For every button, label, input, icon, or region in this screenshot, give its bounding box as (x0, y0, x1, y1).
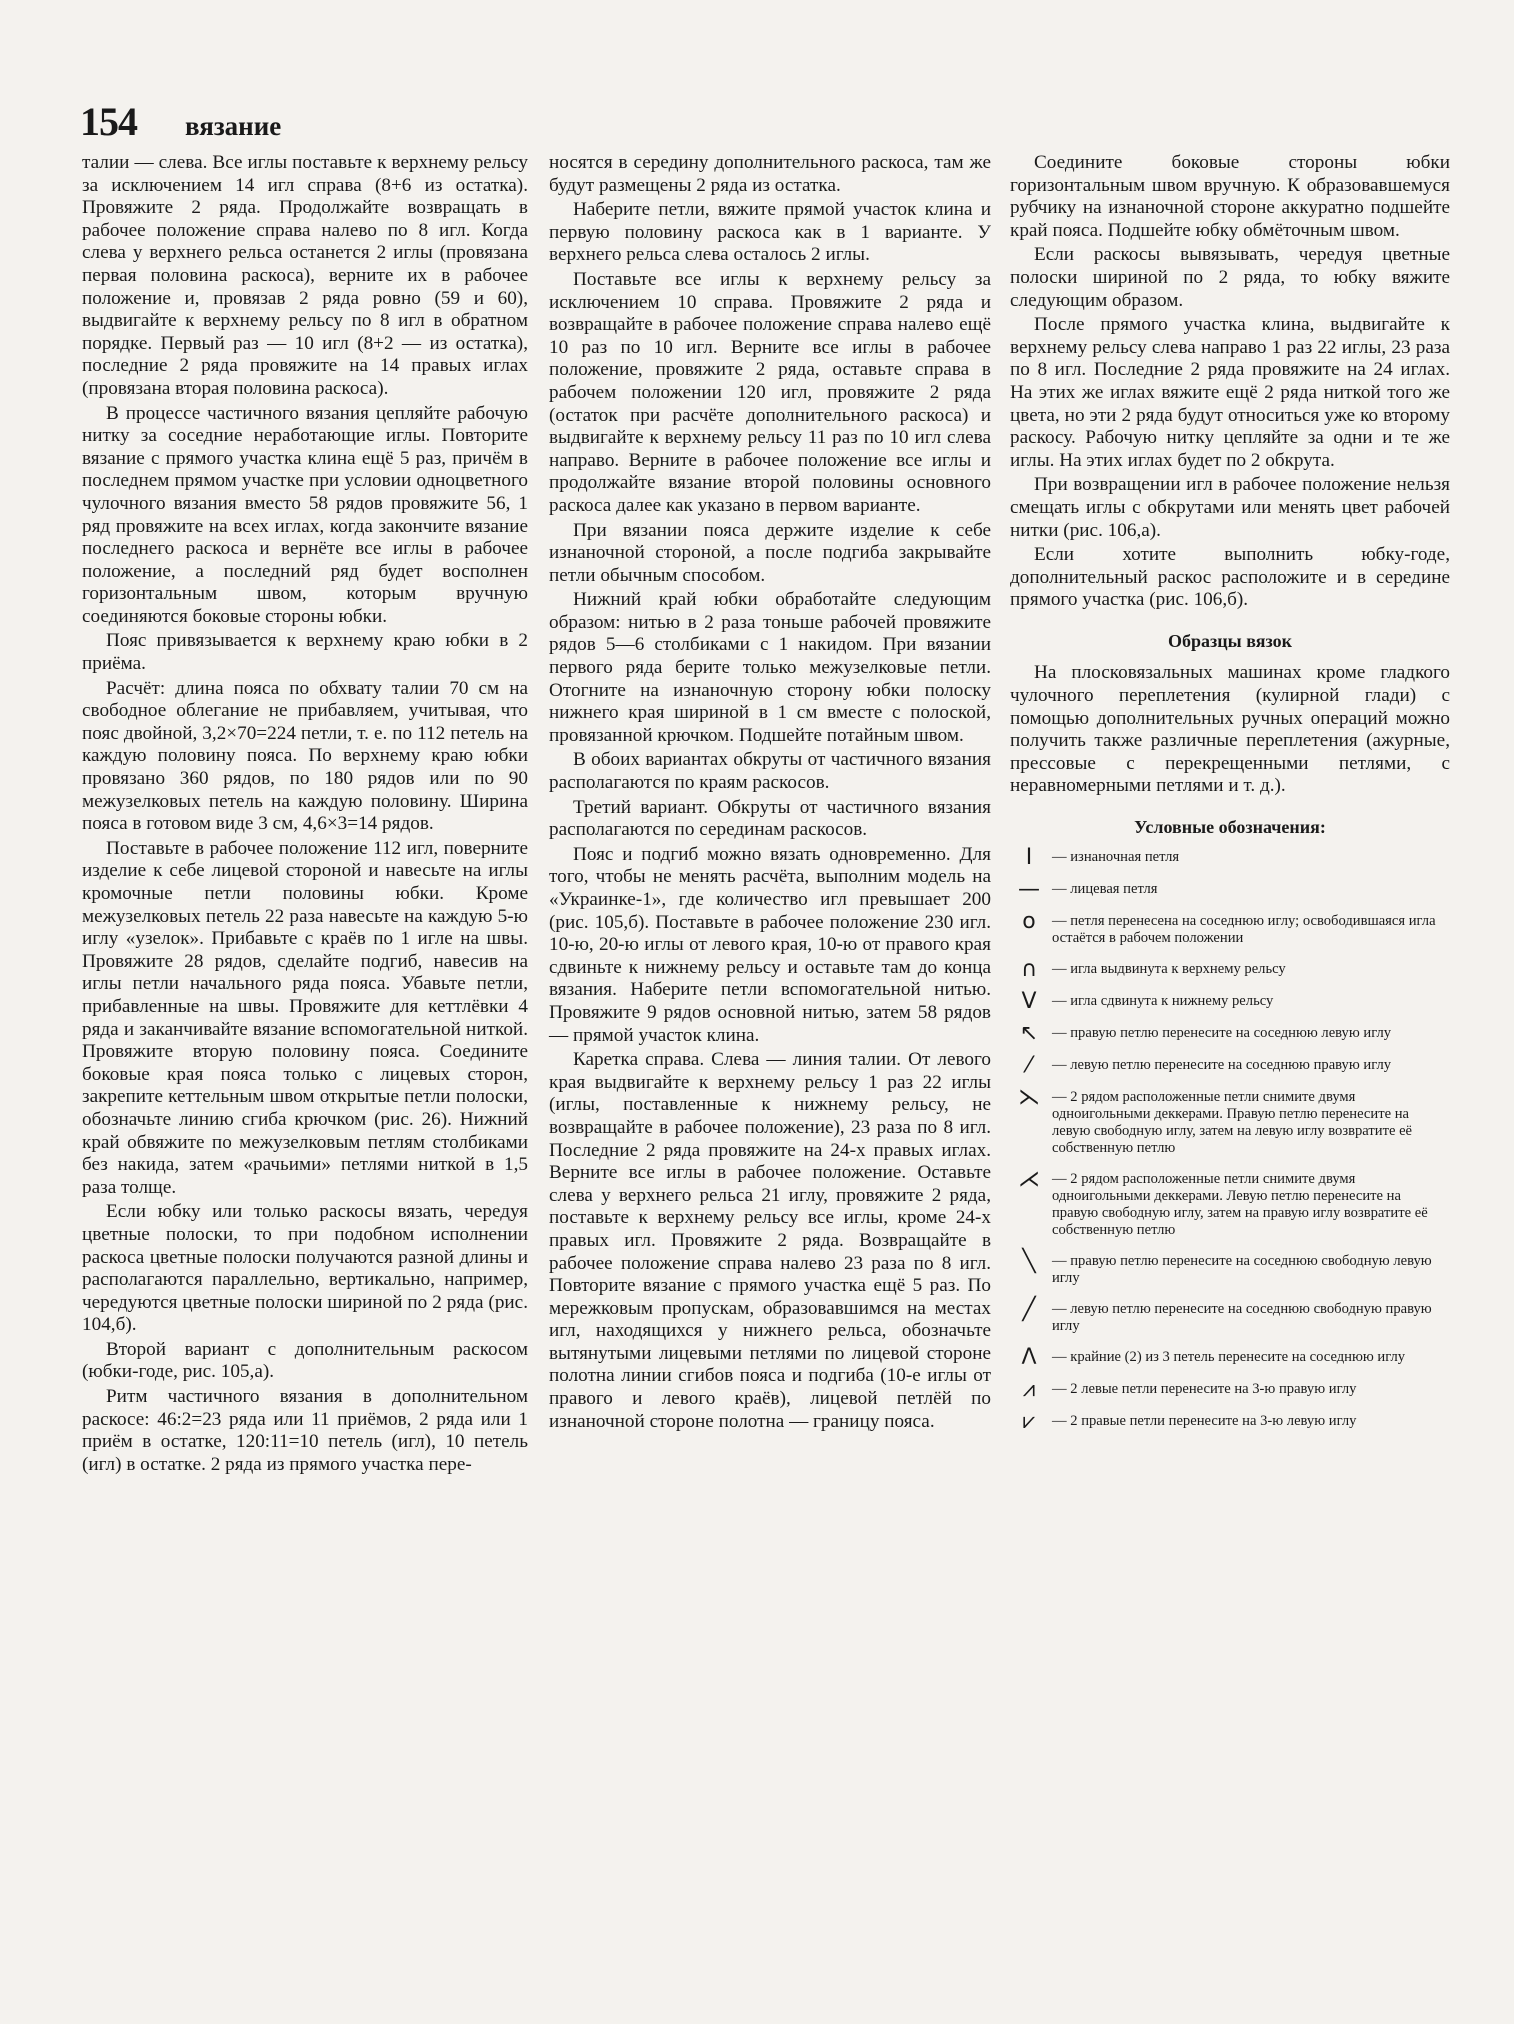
paragraph: На плосковязальных машинах кроме гладкого чулочного переплетения (кулирной глади) с помощью дополнительных ручных операций можно получить также различные переплетения (ажурные, прессовые с перекрещенными петлями, с неравномерными петлями и т. д.). (1010, 662, 1450, 797)
paragraph: Третий вариант. Обкруты от частичного вязания располагаются по серединам раскосов. (549, 796, 991, 841)
legend-text: — 2 рядом расположенные петли снимите двумя одноигольными деккерами. Левую петлю перенесите на правую свободную иглу, затем на правую иглу возвратите её собственную петлю (1052, 1170, 1428, 1238)
paragraph: Пояс привязывается к верхнему краю юбки в 2 приёма. (82, 630, 528, 675)
legend-item (1010, 1296, 1450, 1335)
column-2 (549, 152, 991, 1435)
paragraph: Если хотите выполнить юбку-годе, дополнительный раскос расположите и в середине прямого участка (рис. 106,б). (1010, 544, 1450, 611)
right-to-free-left-icon: ╲ (1022, 1248, 1036, 1274)
end-loops-transfer-icon: Λ (1021, 1344, 1037, 1370)
paragraph: Расчёт: длина пояса по обхвату талии 70 см на свободное облегание не прибавляем, учитывая, что пояс двойной, 3,2×70=224 петли, т. е. по 112 петель на каждую половину пояса. По верхнему краю юбки провязано 360 рядов, по 180 рядов или по 90 межузелковых петель на каждую половину. Ширина пояса в готовом виде 3 см, 4,6×3=14 рядов. (82, 677, 528, 835)
paragraph: Поставьте все иглы к верхнему рельсу за исключением 10 справа. Провяжите 2 ряда и возвращайте в рабочее положение справа налево ещё 10 раз по 10 игл. Верните все иглы в рабочее положение, провяжите 2 ряда, оставьте справа в рабочем положении 120 игл, провяжите 2 ряда (остаток при расчёте дополнительного раскоса) и выдвигайте к верхнему рельсу 11 раз по 10 игл слева направо. Верните в рабочее положение все иглы и продолжайте вязание второй половины основного раскоса далее как указано в первом варианте. (549, 268, 991, 516)
legend (1010, 844, 1450, 1434)
legend-text: — правую петлю перенесите на соседнюю левую иглу (1052, 1024, 1392, 1041)
legend-heading: Условные обозначения: (1134, 817, 1326, 838)
paragraph: Пояс и подгиб можно вязать одновременно. Для того, чтобы не менять расчёта, выполним модель на «Украинке-1», где количество игл превышает 200 (рис. 105,б). Поставьте в рабочее положение 230 игл. 10-ю, 20-ю иглы от левого края, 10-ю от правого края сдвиньте к нижнему рельсу и оставьте там до конца вязания. Наберите петли вспомогательной нитью. Провяжите 9 рядов основной нитью, затем 58 рядов — прямой участок клина. (549, 843, 991, 1046)
legend-item (1010, 956, 1450, 982)
left-to-right-transfer-icon: ⁄ (1027, 1052, 1031, 1078)
legend-text: — 2 рядом расположенные петли снимите двумя одноигольными деккерами. Правую петлю перенесите на левую свободную иглу, затем на левую иглу возвратите её собственную петлю (1052, 1088, 1413, 1156)
paragraph: Соедините боковые стороны юбки горизонтальным швом вручную. К образовавшемуся рубчику на изнаночной стороне аккуратно подшейте край пояса. Подшейте юбку обмёточным швом. (1010, 152, 1450, 241)
paragraph: Нижний край юбки обработайте следующим образом: нитью в 2 раза тоньше рабочей провяжите рядов 5—6 столбиками с 1 накидом. При вязании первого ряда берите только межузелковые петли. Отогните на изнаночную сторону юбки полоску нижнего края шириной в 1 см вместе с полоской, провязанной крючком. Подшейте потайным швом. (549, 589, 991, 746)
legend-item (1010, 1408, 1450, 1434)
legend-text: — 2 левые петли перенесите на 3-ю правую иглу (1052, 1380, 1357, 1397)
samples-heading: Образцы вязок (1168, 630, 1292, 651)
paragraph: талии — слева. Все иглы поставьте к верхнему рельсу за исключением 14 игл справа (8+6 из остатка). Провяжите 2 ряда. Продолжайте возвращать в рабочее положение справа налево по 8 игл. Когда слева у верхнего рельса останется 2 иглы (провязана первая половина раскоса), верните их в рабочее положение и, провязав 2 ряда ровно (59 и 60), выдвигайте к верхнему рельсу по 8 игл в обратном порядке. Первый раз — 10 игл (8+2 — из остатка), последние 2 ряда провяжите на 14 правых иглах (провязана вторая половина раскоса). (82, 152, 528, 399)
page-header (80, 98, 281, 145)
paragraph: При вязании пояса держите изделие к себе изнаночной стороной, а после подгиба закрывайте петли обычным способом. (549, 519, 991, 586)
legend-text: — изнаночная петля (1052, 848, 1180, 865)
paragraph: После прямого участка клина, выдвигайте к верхнему рельсу слева направо 1 раз 22 иглы, 23 раза по 8 игл. Последние 2 ряда провяжите на 24 иглах. На этих же иглах вяжите ещё 2 ряда ниткой того же цвета, но эти 2 ряда будут относиться уже ко второму раскосу. Рабочую нитку цепляйте за одни и те же иглы. На этих иглах будет по 2 обкрута. (1010, 314, 1450, 471)
paragraph: носятся в середину дополнительного раскоса, там же будут размещены 2 ряда из остатка. (549, 152, 991, 196)
cross-right-icon: ⋋ (1018, 1084, 1040, 1110)
paragraph: Наберите петли, вяжите прямой участок клина и первую половину раскоса как в 1 варианте. У верхнего рельса слева осталось 2 иглы. (549, 199, 991, 266)
paragraph: Если юбку или только раскосы вязать, чередуя цветные полоски, то при подобном исполнении раскоса цветные полоски получаются разной длины и располагаются параллельно, вертикально, например, чередуются цветные полоски шириной по 2 ряда (рис. 104,б). (82, 1201, 528, 1336)
two-right-to-third-icon: ⩗ (1022, 1408, 1036, 1434)
cross-left-icon: ⋌ (1018, 1166, 1040, 1192)
paragraph: Если раскосы вывязывать, чередуя цветные полоски шириной по 2 ряда, то юбку вяжите следующим образом. (1010, 244, 1450, 311)
two-left-to-third-icon: ⩘ (1022, 1376, 1036, 1402)
column-3 (1010, 152, 1450, 1445)
legend-text: — 2 правые петли перенесите на 3-ю левую иглу (1052, 1412, 1357, 1429)
paragraph: При возвращении игл в рабочее положение нельзя смещать иглы с обкрутами или менять цвет рабочей нитки (рис. 106,а). (1010, 474, 1450, 541)
legend-item (1010, 876, 1450, 902)
section-title: вязание (185, 111, 282, 141)
legend-text: — игла сдвинута к нижнему рельсу (1052, 992, 1274, 1009)
legend-item (1010, 1084, 1450, 1157)
legend-text: — лицевая петля (1052, 880, 1158, 897)
needle-down-icon: V (1021, 988, 1037, 1014)
paragraph: В обоих вариантах обкруты от частичного вязания располагаются по краям раскосов. (549, 749, 991, 794)
purl-stitch-icon: I (1025, 844, 1033, 870)
legend-item (1010, 1344, 1450, 1370)
legend-item (1010, 1376, 1450, 1402)
knit-stitch-icon: — (1018, 876, 1040, 902)
paragraph: В процессе частичного вязания цепляйте рабочую нитку за соседние неработающие иглы. Повторите вязание с прямого участка клина ещё 5 раз, причём в последнем прямом участке при условии одноцветного чулочного вязания вместо 58 рядов провяжите 56, 1 ряд провяжите на всех иглах, когда закончите вязание последнего раскоса и вернёте все иглы в рабочее положение, а последний ряд будет восполнен горизонтальным швом, которым вручную соединяются боковые стороны юбки. (82, 402, 528, 627)
legend-item (1010, 1020, 1450, 1046)
legend-item (1010, 844, 1450, 870)
paragraph: Второй вариант с дополнительным раскосом (юбки-годе, рис. 105,а). (82, 1338, 528, 1383)
transfer-circle-icon: o (1022, 908, 1036, 934)
legend-item (1010, 908, 1450, 947)
legend-text: — крайние (2) из 3 петель перенесите на соседнюю иглу (1052, 1348, 1406, 1365)
legend-text: — петля перенесена на соседнюю иглу; освободившаяся игла остаётся в рабочем положении (1052, 912, 1436, 946)
legend-text: — правую петлю перенесите на соседнюю свободную левую иглу (1052, 1252, 1432, 1286)
legend-item (1010, 1248, 1450, 1287)
paragraph: Поставьте в рабочее положение 112 игл, поверните изделие к себе лицевой стороной и навесьте на иглы кромочные петли половины юбки. Кроме межузелковых петель 22 раза навесьте на каждую 5-ю иглу «узелок». Прибавьте с краёв по 1 игле на швы. Провяжите 28 рядов, сделайте подгиб, навесив на иглы петли начального ряда пояса. Убавьте петли, прибавленные на швы. Провяжите для кеттлёвки 4 ряда и заканчивайте вязание вспомогательной ниткой. Провяжите вторую половину пояса. Соедините боковые края пояса только с лицевых сторон, закрепите кеттельным швом открытые петли полоски, обозначьте линию сгиба крючком (рис. 26). Нижний край обвяжите по межузелковым петлям столбиками без накида, затем «рачьими» петлями ниткой в 1,5 раза толще. (82, 837, 528, 1198)
legend-item (1010, 1166, 1450, 1239)
paragraph: Каретка справа. Слева — линия талии. От левого края выдвигайте к верхнему рельсу 1 раз 22 иглы (иглы, поставленные к нижнему рельсу, не возвращайте в рабочее положение), 23 раза по 8 игл. Последние 2 ряда провяжите на 24-х правых иглах. Верните все иглы в рабочее положение. Оставьте слева у верхнего рельса 21 иглу, провяжите 2 ряда, поставьте к верхнему рельсу все иглы, кроме 24-х правых игл. Провяжите 2 ряда. Возвращайте в рабочее положение справа налево 23 раза по 8 игл. Повторите вязание с прямого участка ещё 5 раз. По мережковым пропускам, образовавшимся на местах игл, находящихся у нижнего рельса, обозначьте вытянутыми лицевыми петлями по лицевой стороне полотна линии сгибов пояса и подгиба (10-е иглы от правого и левого краёв), лицевой петлёй по изнаночной стороне полотна — границу пояса. (549, 1049, 991, 1432)
column-1 (82, 152, 528, 1478)
right-to-left-transfer-icon: ↖ (1019, 1020, 1039, 1046)
needle-up-icon: ∩ (1020, 956, 1038, 982)
legend-text: — игла выдвинута к верхнему рельсу (1052, 960, 1286, 977)
legend-text: — левую петлю перенесите на соседнюю правую иглу (1052, 1056, 1392, 1073)
legend-item (1010, 1052, 1450, 1078)
legend-text: — левую петлю перенесите на соседнюю свободную правую иглу (1052, 1300, 1432, 1334)
legend-item (1010, 988, 1450, 1014)
page-number: 154 (80, 99, 137, 144)
paragraph: Ритм частичного вязания в дополнительном раскосе: 46:2=23 ряда или 11 приёмов, 2 ряда или 1 приём в остатке, 120:11=10 петель (игл), 10 петель (игл) в остатке. 2 ряда из прямого участка пере- (82, 1386, 528, 1475)
left-to-free-right-icon: ╱ (1022, 1296, 1036, 1322)
